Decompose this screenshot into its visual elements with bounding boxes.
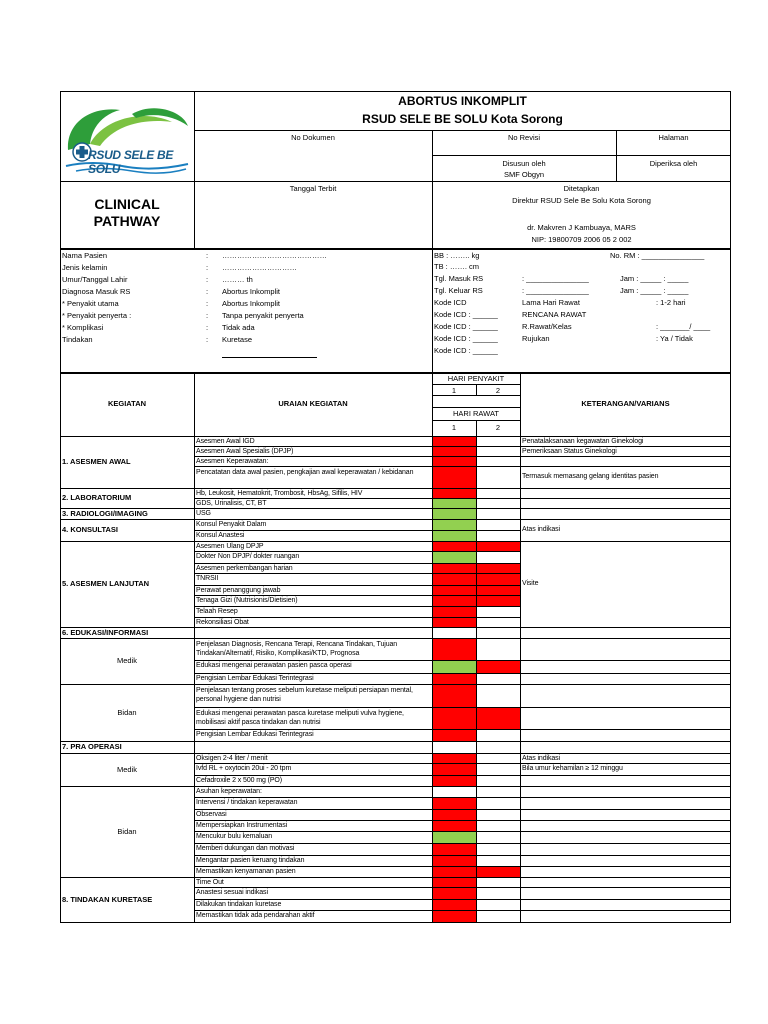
day-1-status-cell [433, 574, 476, 585]
activity-item: Cefadroxile 2 x 500 mg (PO) [196, 777, 283, 784]
grid-line [60, 519, 194, 520]
doc-number-label: No Dokumen [291, 133, 335, 142]
activity-item: Observasi [196, 811, 227, 818]
column-hari-rawat: HARI RAWAT [453, 409, 499, 418]
day-1-status-cell [433, 661, 476, 673]
day-1-status-cell [433, 467, 476, 488]
icd-code-field-1[interactable]: Kode ICD : ______ [434, 310, 498, 319]
grid-line [520, 627, 731, 628]
remark-text: Bila umur kehamilan ≥ 12 minggu [522, 765, 623, 772]
activity-item: USG [196, 510, 211, 517]
day-1-status-cell [433, 844, 476, 855]
grid-line [60, 877, 194, 878]
day-2-status-cell [477, 542, 520, 551]
column-kegiatan: KEGIATAN [107, 399, 147, 408]
grid-line [520, 498, 731, 499]
grid-line [520, 638, 731, 639]
director-name: dr. Makvren J Kambuaya, MARS [527, 223, 636, 232]
activity-item: Intervensi / tindakan keperawatan [196, 799, 298, 806]
group-label: Bidan [117, 707, 137, 717]
issue-date-label: Tanggal Terbit [289, 184, 337, 193]
day-1-status-cell [433, 900, 476, 910]
activity-item: Mempersiapkan Instrumentasi [196, 822, 288, 829]
length-of-stay-label: Lama Hari Rawat [522, 298, 580, 307]
activity-item: Edukasi mengenai perawatan pasca kuretase meliputi vulva hygiene, mobilisasi aktif pasca tindakan dan nutrisi [196, 710, 404, 726]
patient-info-frame [60, 249, 731, 373]
grid-line [60, 922, 194, 923]
activity-item: Memastikan tidak ada pendarahan aktif [196, 912, 315, 919]
grid-line [520, 541, 731, 542]
grid-line [520, 786, 731, 787]
day-1-status-cell [433, 685, 476, 707]
body-height: TB : ……. cm [434, 262, 479, 271]
admission-time-field[interactable]: Jam : _____ : _____ [620, 274, 689, 283]
body-weight: BB : …….. kg [434, 251, 480, 260]
group-label: 8. TINDAKAN KURETASE [62, 894, 153, 904]
activity-item [196, 628, 430, 638]
grid-line [60, 684, 194, 685]
column-uraian: URAIAN KEGIATAN [278, 399, 348, 408]
day-1-status-cell [433, 564, 476, 573]
admission-date-label: Tgl. Masuk RS [434, 274, 484, 283]
patient-field-value: Abortus Inkomplit [222, 287, 280, 296]
activity-item: Asesmen Keperawatan: [196, 458, 269, 465]
day-1-status-cell [433, 447, 476, 456]
pathway-table [60, 373, 731, 981]
director-nip: NIP: 19800709 2006 05 2 002 [531, 235, 632, 244]
patient-field-colon: : [206, 299, 209, 308]
day-1-status-cell [433, 810, 476, 820]
hari-rawat-day-2: 2 [495, 423, 501, 432]
referral-options[interactable]: : Ya / Tidak [656, 334, 693, 343]
day-1-status-cell [433, 437, 476, 446]
activity-item: Pengisian Lembar Edukasi Terintegrasi [196, 675, 314, 682]
grid-line [60, 488, 194, 489]
grid-line [432, 407, 520, 408]
group-label: 4. KONSULTASI [62, 525, 118, 534]
patient-field-value: Kuretase [222, 335, 253, 344]
day-1-status-cell [433, 832, 476, 843]
grid-line [520, 809, 731, 810]
day-1-status-cell [433, 639, 476, 660]
column-keterangan: KETERANGAN/VARIANS [581, 399, 670, 408]
patient-field-label: * Penyakit utama [62, 299, 119, 308]
patient-field-value: Abortus Inkomplit [222, 299, 280, 308]
grid-line [194, 922, 520, 923]
discharge-date-label: Tgl. Keluar RS [434, 286, 483, 295]
patient-field-value: Tidak ada [222, 323, 255, 332]
grid-line [520, 899, 731, 900]
activity-item: Asesmen perkembangan harian [196, 565, 293, 572]
remark-text: Termasuk memasang gelang identitas pasien [522, 473, 659, 480]
patient-field-value[interactable]: …………………………………… [222, 251, 327, 260]
patient-field-colon: : [206, 275, 209, 284]
group-label: 3. RADIOLOGI/IMAGING [62, 509, 148, 518]
remark-text: Penatalaksanaan kegawatan Ginekologi [522, 438, 644, 445]
page-label: Halaman [658, 133, 689, 142]
column-hari-penyakit: HARI PENYAKIT [447, 374, 505, 383]
grid-line [520, 741, 731, 742]
medical-record-number[interactable]: No. RM : _______________ [610, 251, 705, 260]
grid-line [520, 843, 731, 844]
day-2-status-cell [477, 867, 520, 877]
patient-field-label: Jenis kelamin [62, 263, 108, 272]
day-1-status-cell [433, 674, 476, 684]
hospital-name: RSUD SELE BE SOLU Kota Sorong [362, 112, 563, 126]
hari-rawat-day-1: 1 [451, 423, 457, 432]
patient-field-colon: : [206, 323, 209, 332]
activity-item: Time Out [196, 879, 224, 886]
grid-line [520, 673, 731, 674]
day-1-status-cell [433, 708, 476, 729]
day-1-status-cell [433, 798, 476, 809]
day-2-status-cell [477, 564, 520, 573]
day-1-status-cell [433, 776, 476, 786]
patient-field-value: Tanpa penyakit penyerta [222, 311, 304, 320]
merged-remark-text: Atas indikasi [522, 526, 560, 533]
activity-item: Asesmen Ulang DPJP [196, 543, 264, 550]
grid-line [520, 797, 731, 798]
activity-item: Anastesi sesuai indikasi [196, 889, 268, 896]
remark-text: Pemeriksaan Status Ginekologi [522, 448, 617, 455]
activity-item: Mengantar pasien keruang tindakan [196, 857, 305, 864]
activity-item: GDS, Urinalisis, CT, BT [196, 500, 267, 507]
patient-field-value[interactable]: ………………………… [222, 263, 297, 272]
activity-item: Penjelasan tentang proses sebelum kuretase meliputi persiapan mental, personal hygiene dan nutrisi [196, 687, 413, 703]
grid-line [520, 922, 731, 923]
prepared-by-value: SMF Obgyn [503, 170, 544, 179]
grid-line [520, 910, 731, 911]
group-label: Medik [116, 764, 137, 774]
merged-remark-text: Visite [522, 580, 539, 587]
day-1-status-cell [433, 618, 476, 627]
day-1-status-cell [433, 499, 476, 508]
patient-field-colon: : [206, 251, 209, 260]
activity-item: Mencukur bulu kemaluan [196, 833, 273, 840]
day-1-status-cell [433, 878, 476, 887]
grid-line [60, 786, 194, 787]
patient-field-colon: : [206, 335, 209, 344]
referral-label: Rujukan [522, 334, 550, 343]
grid-line [60, 753, 194, 754]
patient-field-colon: : [206, 287, 209, 296]
day-1-status-cell [433, 821, 476, 831]
activity-item: Asuhan keperawatan: [196, 788, 262, 795]
grid-line [520, 820, 731, 821]
patient-field-value[interactable]: ……… th [222, 275, 253, 284]
grid-line [520, 466, 731, 467]
activity-item: Asesmen Awal IGD [196, 438, 255, 445]
grid-line [520, 456, 731, 457]
day-1-status-cell [433, 754, 476, 763]
grid-line [520, 877, 731, 878]
activity-item: Telaah Resep [196, 608, 238, 615]
grid-line [520, 707, 731, 708]
room-class-label: R.Rawat/Kelas [522, 322, 572, 331]
grid-line [520, 855, 731, 856]
day-2-status-cell [477, 574, 520, 585]
group-label: 2. LABORATORIUM [62, 493, 132, 502]
patient-field-label: Diagnosa Masuk RS [62, 287, 131, 296]
day-1-status-cell [433, 457, 476, 466]
day-1-status-cell [433, 607, 476, 617]
grid-line [520, 729, 731, 730]
approved-label: Ditetapkan [563, 184, 600, 193]
prepared-by-label: Disusun oleh [502, 159, 546, 168]
grid-line [476, 384, 477, 396]
checked-by-label: Diperiksa oleh [649, 159, 698, 168]
day-1-status-cell [433, 730, 476, 741]
activity-item: Penjelasan Diagnosis, Rencana Terapi, Rencana Tindakan, Tujuan Tindakan/Alternatif, Risiko, Komplikasi/KTD, Prognosa [196, 641, 398, 657]
grid-line [520, 866, 731, 867]
activity-item: Edukasi mengenai perawatan pasien pasca operasi [196, 662, 352, 669]
discharge-time-field[interactable]: Jam : _____ : _____ [620, 286, 689, 295]
grid-line [520, 488, 731, 489]
activity-item: Perawat penanggung jawab [196, 587, 281, 594]
day-2-status-cell [477, 596, 520, 606]
hari-penyakit-day-1: 1 [451, 386, 457, 395]
day-1-status-cell [433, 596, 476, 606]
icd-code-field-4[interactable]: Kode ICD : ______ [434, 346, 498, 355]
activity-item: Hb, Leukosit, Hematokrit, Trombosit, HbsAg, Sifilis, HIV [196, 490, 363, 497]
logo-text: RSUD SELE BE SOLU [88, 148, 174, 176]
patient-field-label: * Penyakit penyerta : [62, 311, 132, 320]
day-1-status-cell [433, 764, 476, 775]
activity-item: Ivfd RL + oxytocin 20ui - 20 tpm [196, 765, 292, 772]
activity-item: Memastikan kenyamanan pasien [196, 868, 296, 875]
group-label: 6. EDUKASI/INFORMASI [62, 628, 149, 637]
group-label: Bidan [117, 826, 137, 836]
length-of-stay-value: : 1-2 hari [656, 298, 686, 307]
icd-code-field-3[interactable]: Kode ICD : ______ [434, 334, 498, 343]
day-1-status-cell [433, 911, 476, 922]
grid-line [520, 508, 731, 509]
activity-item: Tenaga Gizi (Nutrisionis/Dietisien) [196, 597, 298, 604]
activity-item [196, 742, 430, 753]
patient-field-label: Tindakan [62, 335, 93, 344]
clinical-pathway-line2: PATHWAY [93, 213, 161, 229]
remark-text: Atas indikasi [522, 755, 560, 762]
admission-date-field[interactable]: : _______________ [522, 274, 589, 283]
discharge-date-field[interactable]: : _______________ [522, 286, 589, 295]
document-title: ABORTUS INKOMPLIT [398, 94, 527, 108]
hospital-logo [62, 100, 192, 176]
day-1-status-cell [433, 888, 476, 899]
procedure-blank-line[interactable] [222, 357, 317, 358]
grid-line [60, 638, 194, 639]
day-2-status-cell [477, 708, 520, 729]
grid-line [520, 660, 731, 661]
care-plan-label: RENCANA RAWAT [522, 310, 587, 319]
patient-field-label: * Komplikasi [62, 323, 104, 332]
day-1-status-cell [433, 552, 476, 563]
activity-item: Memberi dukungan dan motivasi [196, 845, 295, 852]
day-1-status-cell [433, 489, 476, 498]
clinical-pathway-line1: CLINICAL [94, 196, 160, 212]
day-1-status-cell [433, 586, 476, 595]
room-class-field[interactable]: : _______/ ____ [656, 322, 711, 331]
activity-item: Dokter Non DPJP/ dokter ruangan [196, 553, 300, 560]
patient-field-colon: : [206, 311, 209, 320]
activity-item: Pengisian Lembar Edukasi Terintegrasi [196, 731, 314, 738]
grid-line [520, 519, 731, 520]
day-2-status-cell [477, 661, 520, 673]
activity-item: TNRSII [196, 575, 219, 582]
group-label: 7. PRA OPERASI [62, 742, 122, 751]
day-2-status-cell [477, 586, 520, 595]
day-1-status-cell [433, 509, 476, 519]
activity-item: Konsul Anastesi [196, 532, 245, 539]
grid-line [60, 541, 194, 542]
activity-item: Oksigen 2-4 liter / menit [196, 755, 268, 762]
activity-item: Konsul Penyakit Dalam [196, 521, 267, 528]
activity-item: Dilakukan tindakan kuretase [196, 901, 282, 908]
activity-item: Asesmen Awal Spesialis (DPJP) [196, 448, 294, 455]
day-1-status-cell [433, 531, 476, 541]
grid-line [520, 684, 731, 685]
group-label: 5. ASESMEN LANJUTAN [62, 579, 150, 588]
group-label: Medik [116, 656, 137, 665]
activity-item: Rekonsiliasi Obat [196, 619, 249, 626]
group-label: 1. ASESMEN AWAL [62, 457, 131, 466]
icd-code-field-2[interactable]: Kode ICD : ______ [434, 322, 498, 331]
day-1-status-cell [433, 542, 476, 551]
day-1-status-cell [433, 867, 476, 877]
grid-line [520, 775, 731, 776]
icd-code-label: Kode ICD [434, 298, 467, 307]
hari-penyakit-day-2: 2 [495, 386, 501, 395]
patient-field-label: Nama Pasien [62, 251, 108, 260]
day-1-status-cell [433, 856, 476, 866]
revision-label: No Revisi [507, 133, 541, 142]
grid-line [520, 887, 731, 888]
grid-line [520, 831, 731, 832]
activity-item: Pencatatan data awal pasien, pengkajian awal keperawatan / kebidanan [196, 469, 414, 476]
clinical-pathway-heading [60, 196, 194, 230]
day-1-status-cell [433, 520, 476, 530]
patient-field-label: Umur/Tanggal Lahir [62, 275, 128, 284]
approved-by: Direktur RSUD Sele Be Solu Kota Sorong [512, 196, 651, 205]
patient-field-colon: : [206, 263, 209, 272]
